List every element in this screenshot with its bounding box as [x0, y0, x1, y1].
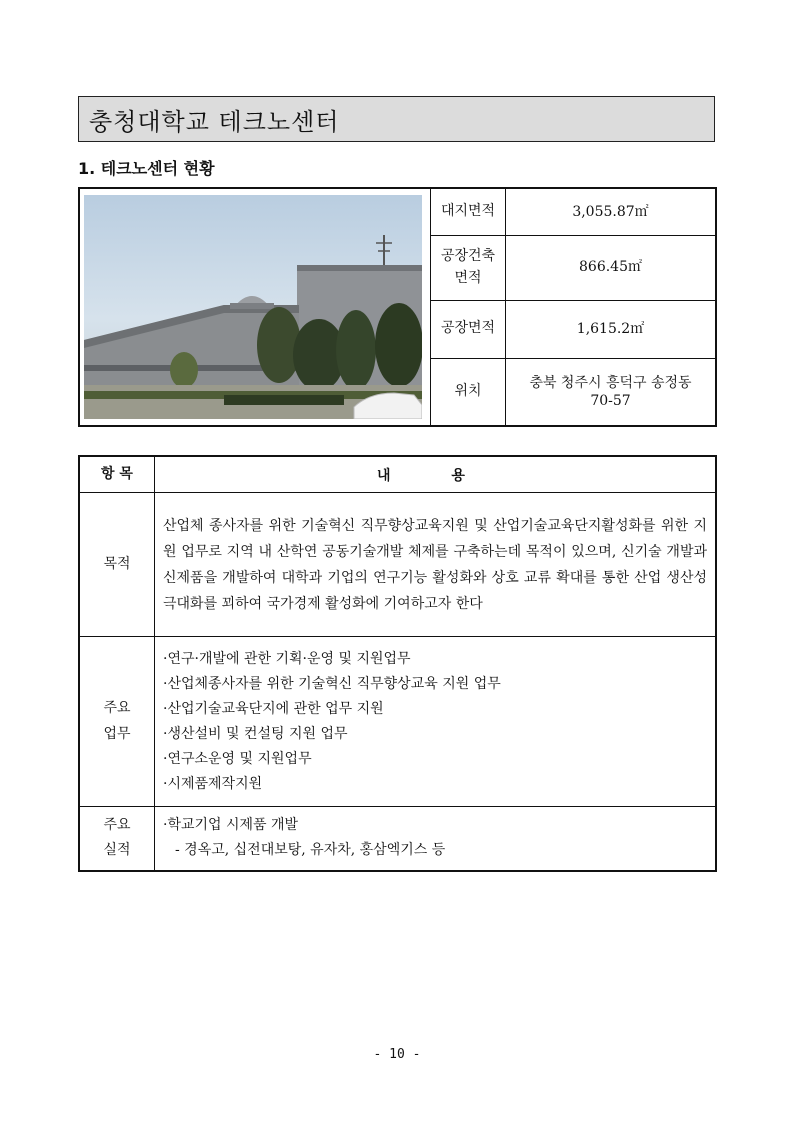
header-content-text: 내 용 [377, 467, 493, 484]
building-photo [84, 195, 422, 419]
duty-item: ·시제품제작지원 [163, 775, 263, 792]
achievement-label-text: 주요 실적 [103, 817, 131, 859]
achievement-list [155, 807, 717, 871]
duty-label [79, 637, 155, 807]
info-value: 3,055.87㎡ [506, 188, 717, 235]
info-value: 866.45㎡ [506, 235, 717, 300]
page-number: - 10 - [373, 1047, 421, 1062]
document-title: 충청대학교 테크노센터 [78, 96, 715, 142]
info-value: 1,615.2㎡ [506, 300, 717, 358]
duty-item: ·생산설비 및 컨설팅 지원 업무 [163, 725, 348, 742]
duty-item: ·연구소운영 및 지원업무 [163, 750, 312, 767]
building-illustration [84, 195, 422, 419]
info-value: 충북 청주시 흥덕구 송정동 70-57 [506, 358, 717, 426]
header-item: 항 목 [79, 456, 155, 493]
purpose-text: 산업체 종사자를 위한 기술혁신 직무향상교육지원 및 산업기술교육단지활성화를 위한 지원 업무로 지역 내 산학연 공동기술개발 체제를 구축하는데 목적이 있으며, 신기술 개발과 신제품을 개발하여 대학과 기업의 연구기능 활성화와 상호 교류 확대를 통한 산업 생산성 극대화를 꾀하여 국가경제 활성화에 기여하고자 한다 [155, 493, 717, 637]
building-photo-cell [79, 188, 431, 426]
info-label: 공장면적 [431, 300, 506, 358]
achievement-detail: - 경옥고, 십전대보탕, 유자차, 홍삼엑기스 등 [175, 842, 446, 859]
info-label-text: 공장건축 면적 [440, 247, 496, 286]
info-label [431, 235, 506, 300]
header-content [155, 456, 717, 493]
info-label: 대지면적 [431, 188, 506, 235]
center-overview-table [78, 455, 717, 872]
info-label: 위치 [431, 358, 506, 426]
achievement-item: ·학교기업 시제품 개발 [163, 817, 299, 834]
duty-label-text: 주요 업무 [103, 700, 131, 742]
section-heading: 1. 테크노센터 현황 [78, 159, 215, 178]
duty-list [155, 637, 717, 807]
duty-item: ·산업체종사자를 위한 기술혁신 직무향상교육 지원 업무 [163, 675, 501, 692]
duty-item: ·산업기술교육단지에 관한 업무 지원 [163, 700, 384, 717]
purpose-label: 목적 [79, 493, 155, 637]
facility-info-table [78, 187, 717, 427]
duty-item: ·연구·개발에 관한 기획·운영 및 지원업무 [163, 650, 411, 667]
achievement-label [79, 807, 155, 871]
